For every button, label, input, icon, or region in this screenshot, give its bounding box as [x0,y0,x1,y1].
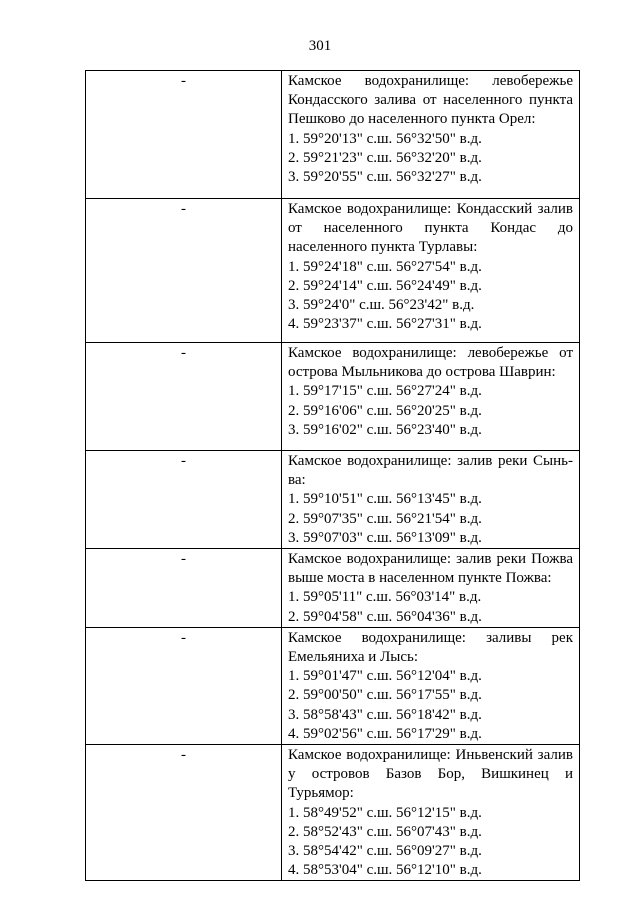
coordinate-line: 1. 59°17'15" с.ш. 56°27'24" в.д. [288,383,482,400]
coordinate-line: 3. 59°16'02" с.ш. 56°23'40" в.д. [288,421,482,438]
coordinate-line: 2. 59°00'50" с.ш. 56°17'55" в.д. [288,687,482,704]
row-dash: - [86,745,282,881]
coordinate-line: 2. 59°21'23" с.ш. 56°32'20" в.д. [288,149,482,166]
row-content [282,549,580,628]
row-description: Камское водохранилище: левобережье Кондасского залива от населенного пункта Пешково до населенного пункта Орел: [288,73,573,128]
row-content [282,627,580,744]
row-content [282,745,580,881]
row-dash: - [86,71,282,199]
page-number: 301 [308,38,332,54]
coordinate-line: 2. 59°07'35" с.ш. 56°21'54" в.д. [288,510,482,527]
row-dash: - [86,549,282,628]
coordinate-line: 2. 59°04'58" с.ш. 56°04'36" в.д. [288,608,482,625]
row-description: Камское водохранилище: Кондасский залив от населенного пункта Кондас до населенного пункта Турлавы: [288,201,573,256]
row-description: Камское водохранилище: залив реки Сыньва: [288,453,573,489]
table-row [86,71,580,199]
row-content [282,71,580,199]
table-row [86,343,580,451]
coordinate-line: 2. 59°24'14" с.ш. 56°24'49" в.д. [288,277,482,294]
coordinate-line: 2. 58°52'43" с.ш. 56°07'43" в.д. [288,823,482,840]
coordinate-line: 3. 59°20'55" с.ш. 56°32'27" в.д. [288,169,482,186]
row-description: Камское водохранилище: Иньвенский залив у островов Базов Бор, Вишкинец и Турьямор: [288,747,573,802]
row-dash: - [86,627,282,744]
row-dash: - [86,343,282,451]
row-content [282,199,580,343]
coordinate-line: 2. 59°16'06" с.ш. 56°20'25" в.д. [288,402,482,419]
coordinate-line: 4. 58°53'04" с.ш. 56°12'10" в.д. [288,862,482,879]
coordinate-line: 1. 59°10'51" с.ш. 56°13'45" в.д. [288,491,482,508]
coordinate-line: 1. 59°24'18" с.ш. 56°27'54" в.д. [288,258,482,275]
coordinate-line: 1. 59°05'11" с.ш. 56°03'14" в.д. [288,589,482,606]
row-description: Камское водохранилище: заливы рек Емельяниха и Лысь: [288,629,573,666]
table-row [86,627,580,744]
row-dash: - [86,199,282,343]
coordinate-line: 3. 59°24'0" с.ш. 56°23'42" в.д. [288,297,475,314]
table-row [86,199,580,343]
coordinate-line: 4. 59°23'37" с.ш. 56°27'31" в.д. [288,316,482,333]
table-row [86,745,580,881]
row-content [282,343,580,451]
row-dash: - [86,451,282,549]
coordinate-line: 3. 58°58'43" с.ш. 56°18'42" в.д. [288,706,482,723]
row-content [282,451,580,549]
row-description: Камское водохранилище: залив реки Пожва выше моста в населенном пункте Пожва: [288,551,573,587]
table-row [86,451,580,549]
document-table [85,70,580,881]
coordinate-line: 1. 59°01'47" с.ш. 56°12'04" в.д. [288,668,482,685]
coordinate-line: 4. 59°02'56" с.ш. 56°17'29" в.д. [288,725,482,742]
row-description: Камское водохранилище: левобережье от острова Мыльникова до острова Шаврин: [288,345,573,381]
table-row [86,549,580,628]
coordinate-line: 1. 58°49'52" с.ш. 56°12'15" в.д. [288,804,482,821]
coordinate-line: 3. 58°54'42" с.ш. 56°09'27" в.д. [288,843,482,860]
coordinate-line: 1. 59°20'13" с.ш. 56°32'50" в.д. [288,130,482,147]
coordinate-line: 3. 59°07'03" с.ш. 56°13'09" в.д. [288,529,482,546]
